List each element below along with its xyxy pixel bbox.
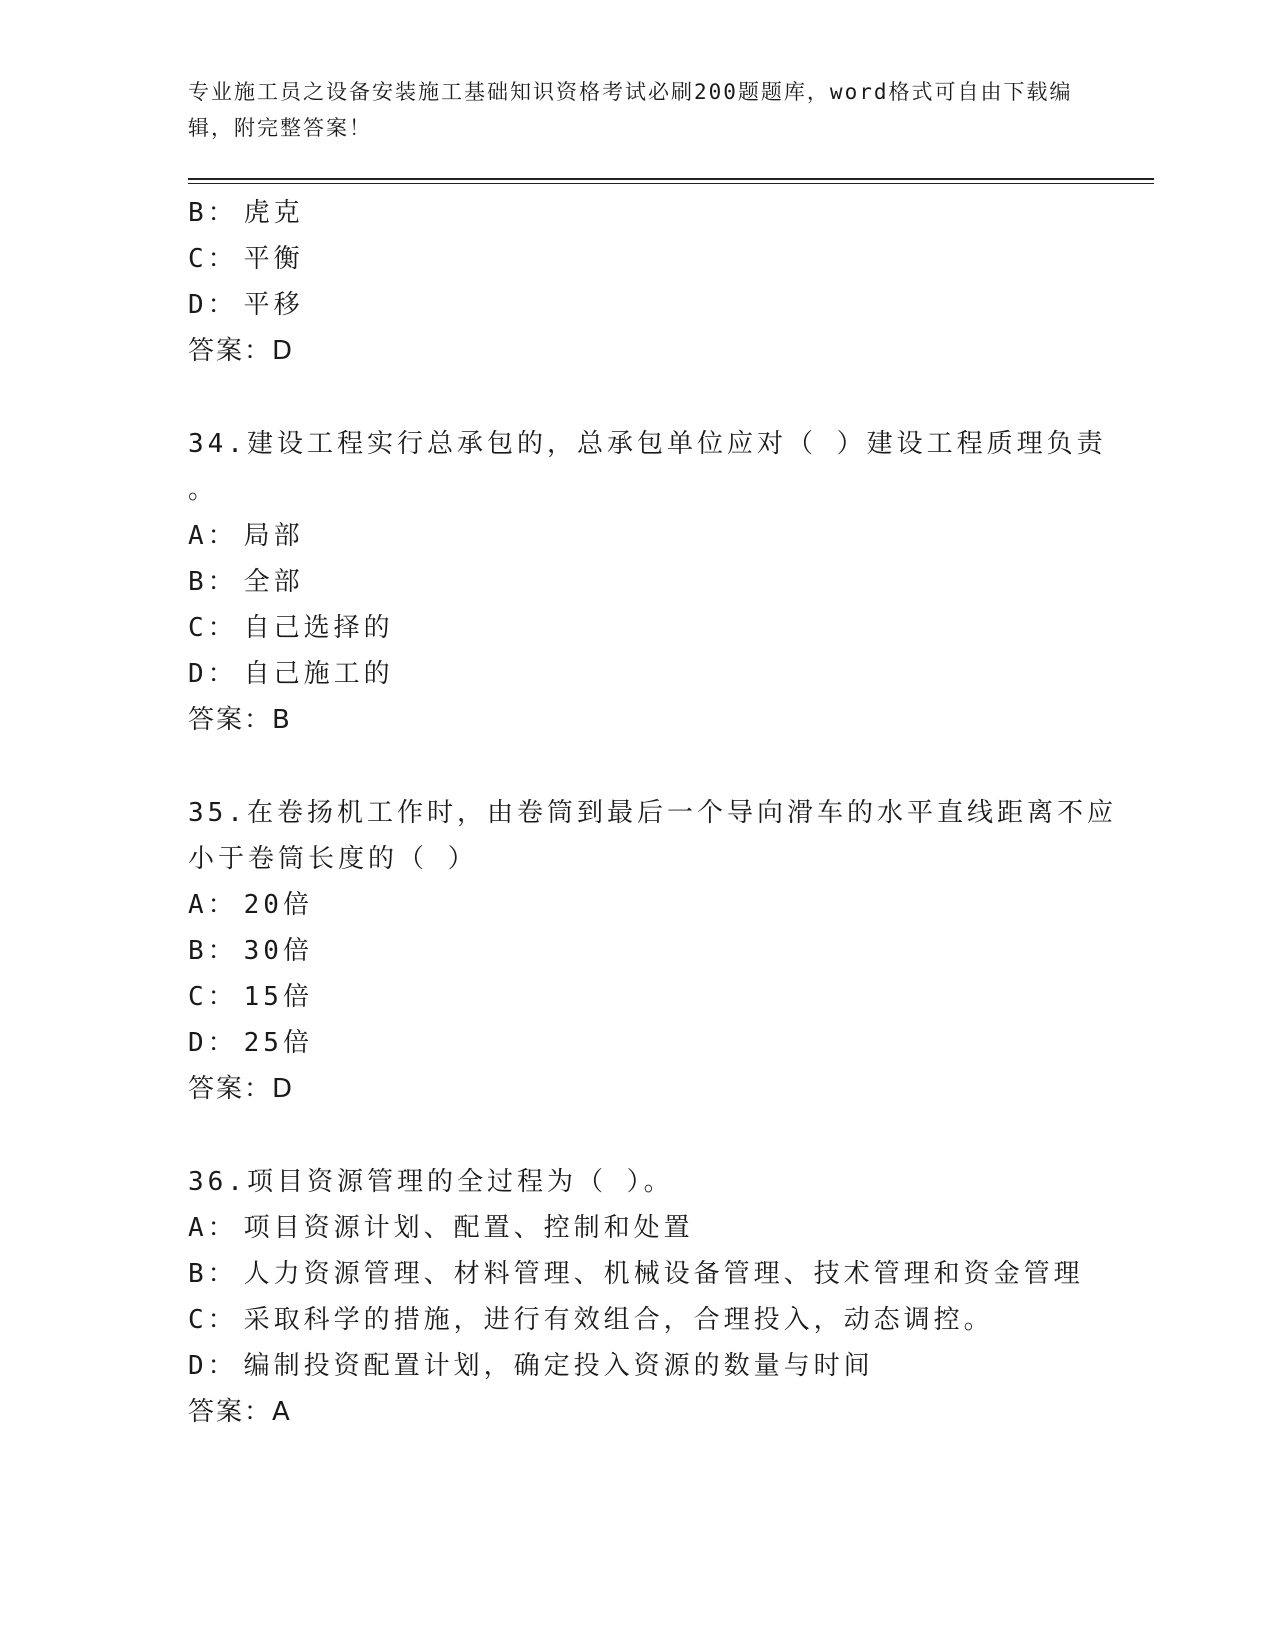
option-c: C： 15倍 bbox=[188, 982, 313, 1012]
option-a: A： 项目资源计划、配置、控制和处置 bbox=[188, 1213, 694, 1243]
option-c: C： 平衡 bbox=[188, 244, 304, 274]
option-b: B： 人力资源管理、材料管理、机械设备管理、技术管理和资金管理 bbox=[188, 1259, 1084, 1289]
question-35 bbox=[188, 790, 1117, 1112]
option-b: B： 全部 bbox=[188, 567, 304, 597]
answer-line: 答案：B bbox=[188, 705, 292, 735]
question-text: 34.建设工程实行总承包的，总承包单位应对（ ）建设工程质理负责 bbox=[188, 429, 1107, 459]
option-a: A： 20倍 bbox=[188, 890, 313, 920]
header-rule-thick bbox=[188, 178, 1154, 180]
answer-line: 答案：A bbox=[188, 1397, 292, 1427]
question-34 bbox=[188, 421, 1107, 743]
question-text: 35.在卷扬机工作时，由卷筒到最后一个导向滑车的水平直线距离不应 bbox=[188, 798, 1117, 828]
option-d: D： 编制投资配置计划，确定投入资源的数量与时间 bbox=[188, 1351, 874, 1381]
question-text: 小于卷筒长度的（ ） bbox=[188, 844, 478, 874]
document-header: 专业施工员之设备安装施工基础知识资格考试必刷200题题库，word格式可自由下载编辑，附完整答案！ bbox=[188, 80, 1073, 140]
header-rule-thin bbox=[188, 183, 1154, 184]
option-c: C： 自己选择的 bbox=[188, 613, 394, 643]
question-36 bbox=[188, 1159, 1088, 1435]
question-text: 36.项目资源管理的全过程为（ ）。 bbox=[188, 1167, 674, 1197]
option-d: D： 25倍 bbox=[188, 1028, 313, 1058]
option-b: B： 虎克 bbox=[188, 198, 304, 228]
option-a: A： 局部 bbox=[188, 521, 304, 551]
option-d: D： 平移 bbox=[188, 290, 304, 320]
option-d: D： 自己施工的 bbox=[188, 659, 394, 689]
option-c: C： 采取科学的措施，进行有效组合，合理投入，动态调控。 bbox=[188, 1305, 994, 1335]
answer-line: 答案：D bbox=[188, 1074, 295, 1104]
answer-line: 答案：D bbox=[188, 336, 295, 366]
question-text: 。 bbox=[188, 475, 219, 505]
question-33-continuation bbox=[188, 190, 1088, 374]
option-b: B： 30倍 bbox=[188, 936, 313, 966]
document-content bbox=[188, 190, 1117, 1435]
